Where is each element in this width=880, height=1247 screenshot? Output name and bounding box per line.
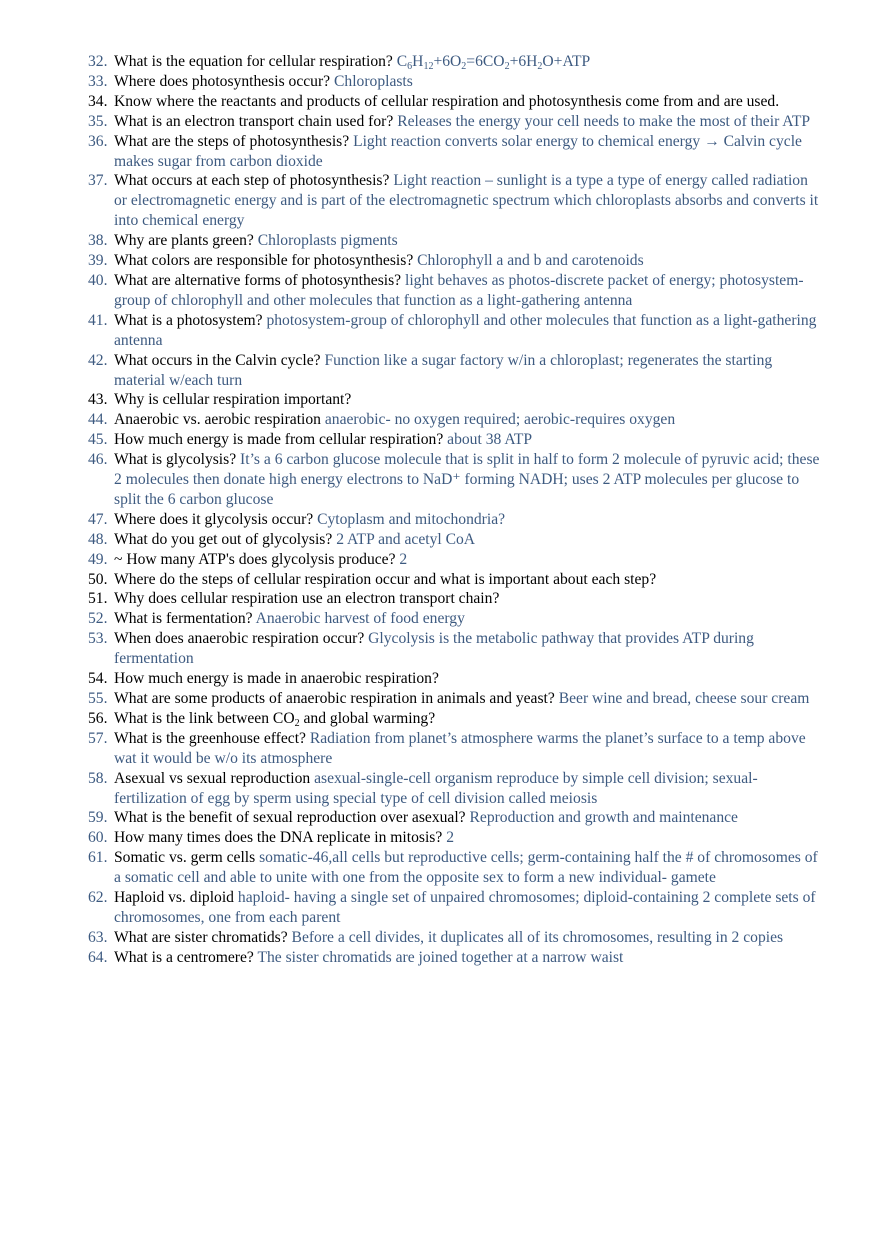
list-item	[0, 271, 880, 311]
answer-text: Light reaction converts solar energy to chemical energy → Calvin cycle makes sugar from carbon dioxide	[114, 132, 802, 170]
question-list	[0, 52, 880, 968]
list-item	[0, 390, 880, 410]
item-number: 59.	[88, 809, 108, 827]
question-text: Haploid vs. diploid	[114, 889, 234, 907]
question-text: Why are plants green?	[114, 232, 254, 250]
answer-text: It’s a 6 carbon glucose molecule that is split in half to form 2 molecule of pyruvic acid; these 2 molecules then donate high energy electrons to NaD⁺ forming NADH; uses 2 ATP molecules per glucose to split the 6 carbon glucose	[114, 451, 820, 508]
item-number: 64.	[88, 948, 108, 966]
question-text: What is the equation for cellular respiration?	[114, 53, 393, 70]
list-item	[0, 132, 880, 172]
item-number: 54.	[88, 670, 108, 688]
list-item	[0, 689, 880, 709]
question-text: What is the benefit of sexual reproduction over asexual?	[114, 809, 466, 827]
answer-text: Reproduction and growth and maintenance	[469, 809, 738, 827]
item-number: 55.	[88, 690, 108, 707]
list-item	[0, 629, 880, 669]
list-item	[0, 669, 880, 689]
item-number: 35.	[88, 112, 108, 130]
answer-text: $C_6H_{12}+6O_2=6CO_2+6H_2O+ATP$	[396, 53, 591, 72]
item-number: 33.	[88, 72, 108, 90]
item-number: 62.	[88, 889, 108, 907]
question-text: How many times does the DNA replicate in mitosis?	[114, 829, 443, 847]
answer-text: Cytoplasm and mitochondria?	[317, 510, 506, 528]
answer-text: light behaves as photos-discrete packet of energy; photosystem-group of chlorophyll and other molecules that function as a light-gathering antenna	[114, 271, 804, 309]
question-text: Know where the reactants and products of cellular respiration and photosynthesis come from and are used.	[114, 92, 780, 110]
list-item	[0, 570, 880, 590]
question-text: What is glycolysis?	[114, 451, 237, 469]
question-text: What occurs in the Calvin cycle?	[114, 351, 321, 369]
list-item	[0, 888, 880, 928]
list-item	[0, 311, 880, 351]
list-item	[0, 729, 880, 769]
answer-text: Anaerobic harvest of food energy	[255, 610, 465, 628]
answer-text: Chlorophyll a and b and carotenoids	[417, 252, 644, 270]
answer-text: Beer wine and bread, cheese sour cream	[558, 690, 810, 707]
item-number: 41.	[88, 311, 108, 329]
list-item	[0, 72, 880, 92]
item-number: 53.	[88, 630, 108, 648]
list-item	[0, 609, 880, 629]
answer-text: haploid- having a single set of unpaired chromosomes; diploid-containing 2 complete sets of chromosomes, one from each parent	[114, 889, 816, 926]
item-number: 43.	[88, 391, 108, 409]
question-text: What is the greenhouse effect?	[114, 729, 306, 747]
item-number: 50.	[88, 570, 108, 588]
answer-text: Chloroplasts	[334, 72, 413, 90]
item-number: 45.	[88, 431, 108, 449]
answer-text: The sister chromatids are joined together at a narrow waist	[257, 948, 624, 966]
question-text: What are some products of anaerobic respiration in animals and yeast?	[114, 690, 555, 707]
question-text: Anaerobic vs. aerobic respiration	[114, 411, 321, 429]
list-item	[0, 430, 880, 450]
item-number: 34.	[88, 92, 108, 110]
question-text: What do you get out of glycolysis?	[114, 530, 333, 548]
list-item	[0, 351, 880, 391]
item-number: 57.	[88, 729, 108, 747]
answer-text: 2	[446, 829, 454, 847]
answer-text: 2 ATP and acetyl CoA	[336, 530, 476, 548]
list-item	[0, 251, 880, 271]
question-text: Why is cellular respiration important?	[114, 391, 352, 409]
list-item	[0, 171, 880, 231]
question-text: What is a photosystem?	[114, 311, 263, 329]
question-text: What occurs at each step of photosynthesis?	[114, 172, 390, 190]
list-item	[0, 92, 880, 112]
item-number: 61.	[88, 849, 108, 867]
item-number: 47.	[88, 510, 108, 528]
question-text: Asexual vs sexual reproduction	[114, 769, 311, 787]
question-text: Somatic vs. germ cells	[114, 849, 256, 867]
item-number: 48.	[88, 530, 108, 548]
item-number: 46.	[88, 451, 108, 469]
list-item	[0, 52, 880, 72]
answer-text: Chloroplasts pigments	[257, 232, 398, 250]
list-item	[0, 808, 880, 828]
answer-text: Before a cell divides, it duplicates all of its chromosomes, resulting in 2 copies	[291, 928, 784, 946]
item-number: 39.	[88, 252, 108, 270]
answer-text: Glycolysis is the metabolic pathway that provides ATP during fermentation	[114, 630, 754, 668]
answer-text: 2	[399, 550, 408, 568]
list-item	[0, 112, 880, 132]
item-number: 56.	[88, 709, 108, 727]
list-item	[0, 530, 880, 550]
list-item	[0, 828, 880, 848]
list-item	[0, 550, 880, 570]
item-number: 40.	[88, 271, 108, 289]
item-number: 37.	[88, 172, 108, 190]
list-item	[0, 450, 880, 510]
list-item	[0, 769, 880, 809]
list-item	[0, 948, 880, 968]
item-number: 52.	[88, 610, 108, 628]
question-text: How much energy is made from cellular respiration?	[114, 431, 444, 449]
answer-text: anaerobic- no oxygen required; aerobic-requires oxygen	[324, 411, 676, 429]
item-number: 49.	[88, 550, 108, 568]
question-text: What are sister chromatids?	[114, 928, 288, 946]
list-item	[0, 848, 880, 888]
answer-text: Function like a sugar factory w/in a chloroplast; regenerates the starting material w/each turn	[114, 351, 773, 389]
answer-text: somatic-46,all cells but reproductive cells; germ-containing half the # of chromosomes of a somatic cell and able to unite with one from the opposite sex to form a new individual- gamete	[114, 849, 818, 887]
question-text: What is fermentation?	[114, 610, 253, 628]
question-text: What are alternative forms of photosynthesis?	[114, 271, 402, 289]
item-number: 44.	[88, 411, 108, 429]
item-number: 38.	[88, 232, 108, 250]
question-text: What is the link between $CO_2$ and global warming?	[114, 709, 436, 729]
question-text: What is a centromere?	[114, 948, 254, 966]
item-number: 60.	[88, 829, 108, 847]
item-number: 63.	[88, 928, 108, 946]
list-item	[0, 928, 880, 948]
question-text: Where does it glycolysis occur?	[114, 510, 314, 528]
answer-text: about 38 ATP	[447, 431, 533, 449]
item-number: 36.	[88, 132, 108, 150]
list-item	[0, 410, 880, 430]
answer-text: Releases the energy your cell needs to make the most of their ATP	[397, 112, 811, 130]
item-number: 58.	[88, 769, 108, 787]
item-number: 51.	[88, 590, 108, 608]
list-item	[0, 231, 880, 251]
question-text: How much energy is made in anaerobic respiration?	[114, 670, 439, 688]
question-text: When does anaerobic respiration occur?	[114, 630, 365, 648]
item-number: 42.	[88, 351, 108, 369]
question-text: What are the steps of photosynthesis?	[114, 132, 350, 150]
question-text: Where do the steps of cellular respiration occur and what is important about each step?	[114, 570, 657, 588]
item-number: 32.	[88, 53, 108, 70]
list-item	[0, 709, 880, 729]
question-text: ~ How many ATP's does glycolysis produce?	[114, 550, 396, 568]
answer-text: Radiation from planet’s atmosphere warms the planet’s surface to a temp above wat it would be w/o its atmosphere	[114, 729, 806, 767]
answer-text: Light reaction – sunlight is a type a type of energy called radiation or electromagnetic energy and is part of the electromagnetic spectrum which chloroplasts absorbs and converts it into chemical energy	[114, 172, 819, 230]
question-text: Why does cellular respiration use an electron transport chain?	[114, 590, 500, 608]
answer-text: asexual-single-cell organism reproduce by simple cell division; sexual-fertilization of egg by sperm using special type of cell division called meiosis	[114, 769, 758, 807]
list-item	[0, 510, 880, 530]
answer-text: photosystem-group of chlorophyll and other molecules that function as a light-gathering antenna	[114, 311, 817, 349]
question-text: Where does photosynthesis occur?	[114, 72, 331, 90]
list-item	[0, 589, 880, 609]
question-text: What is an electron transport chain used for?	[114, 112, 394, 130]
question-text: What colors are responsible for photosynthesis?	[114, 252, 414, 270]
